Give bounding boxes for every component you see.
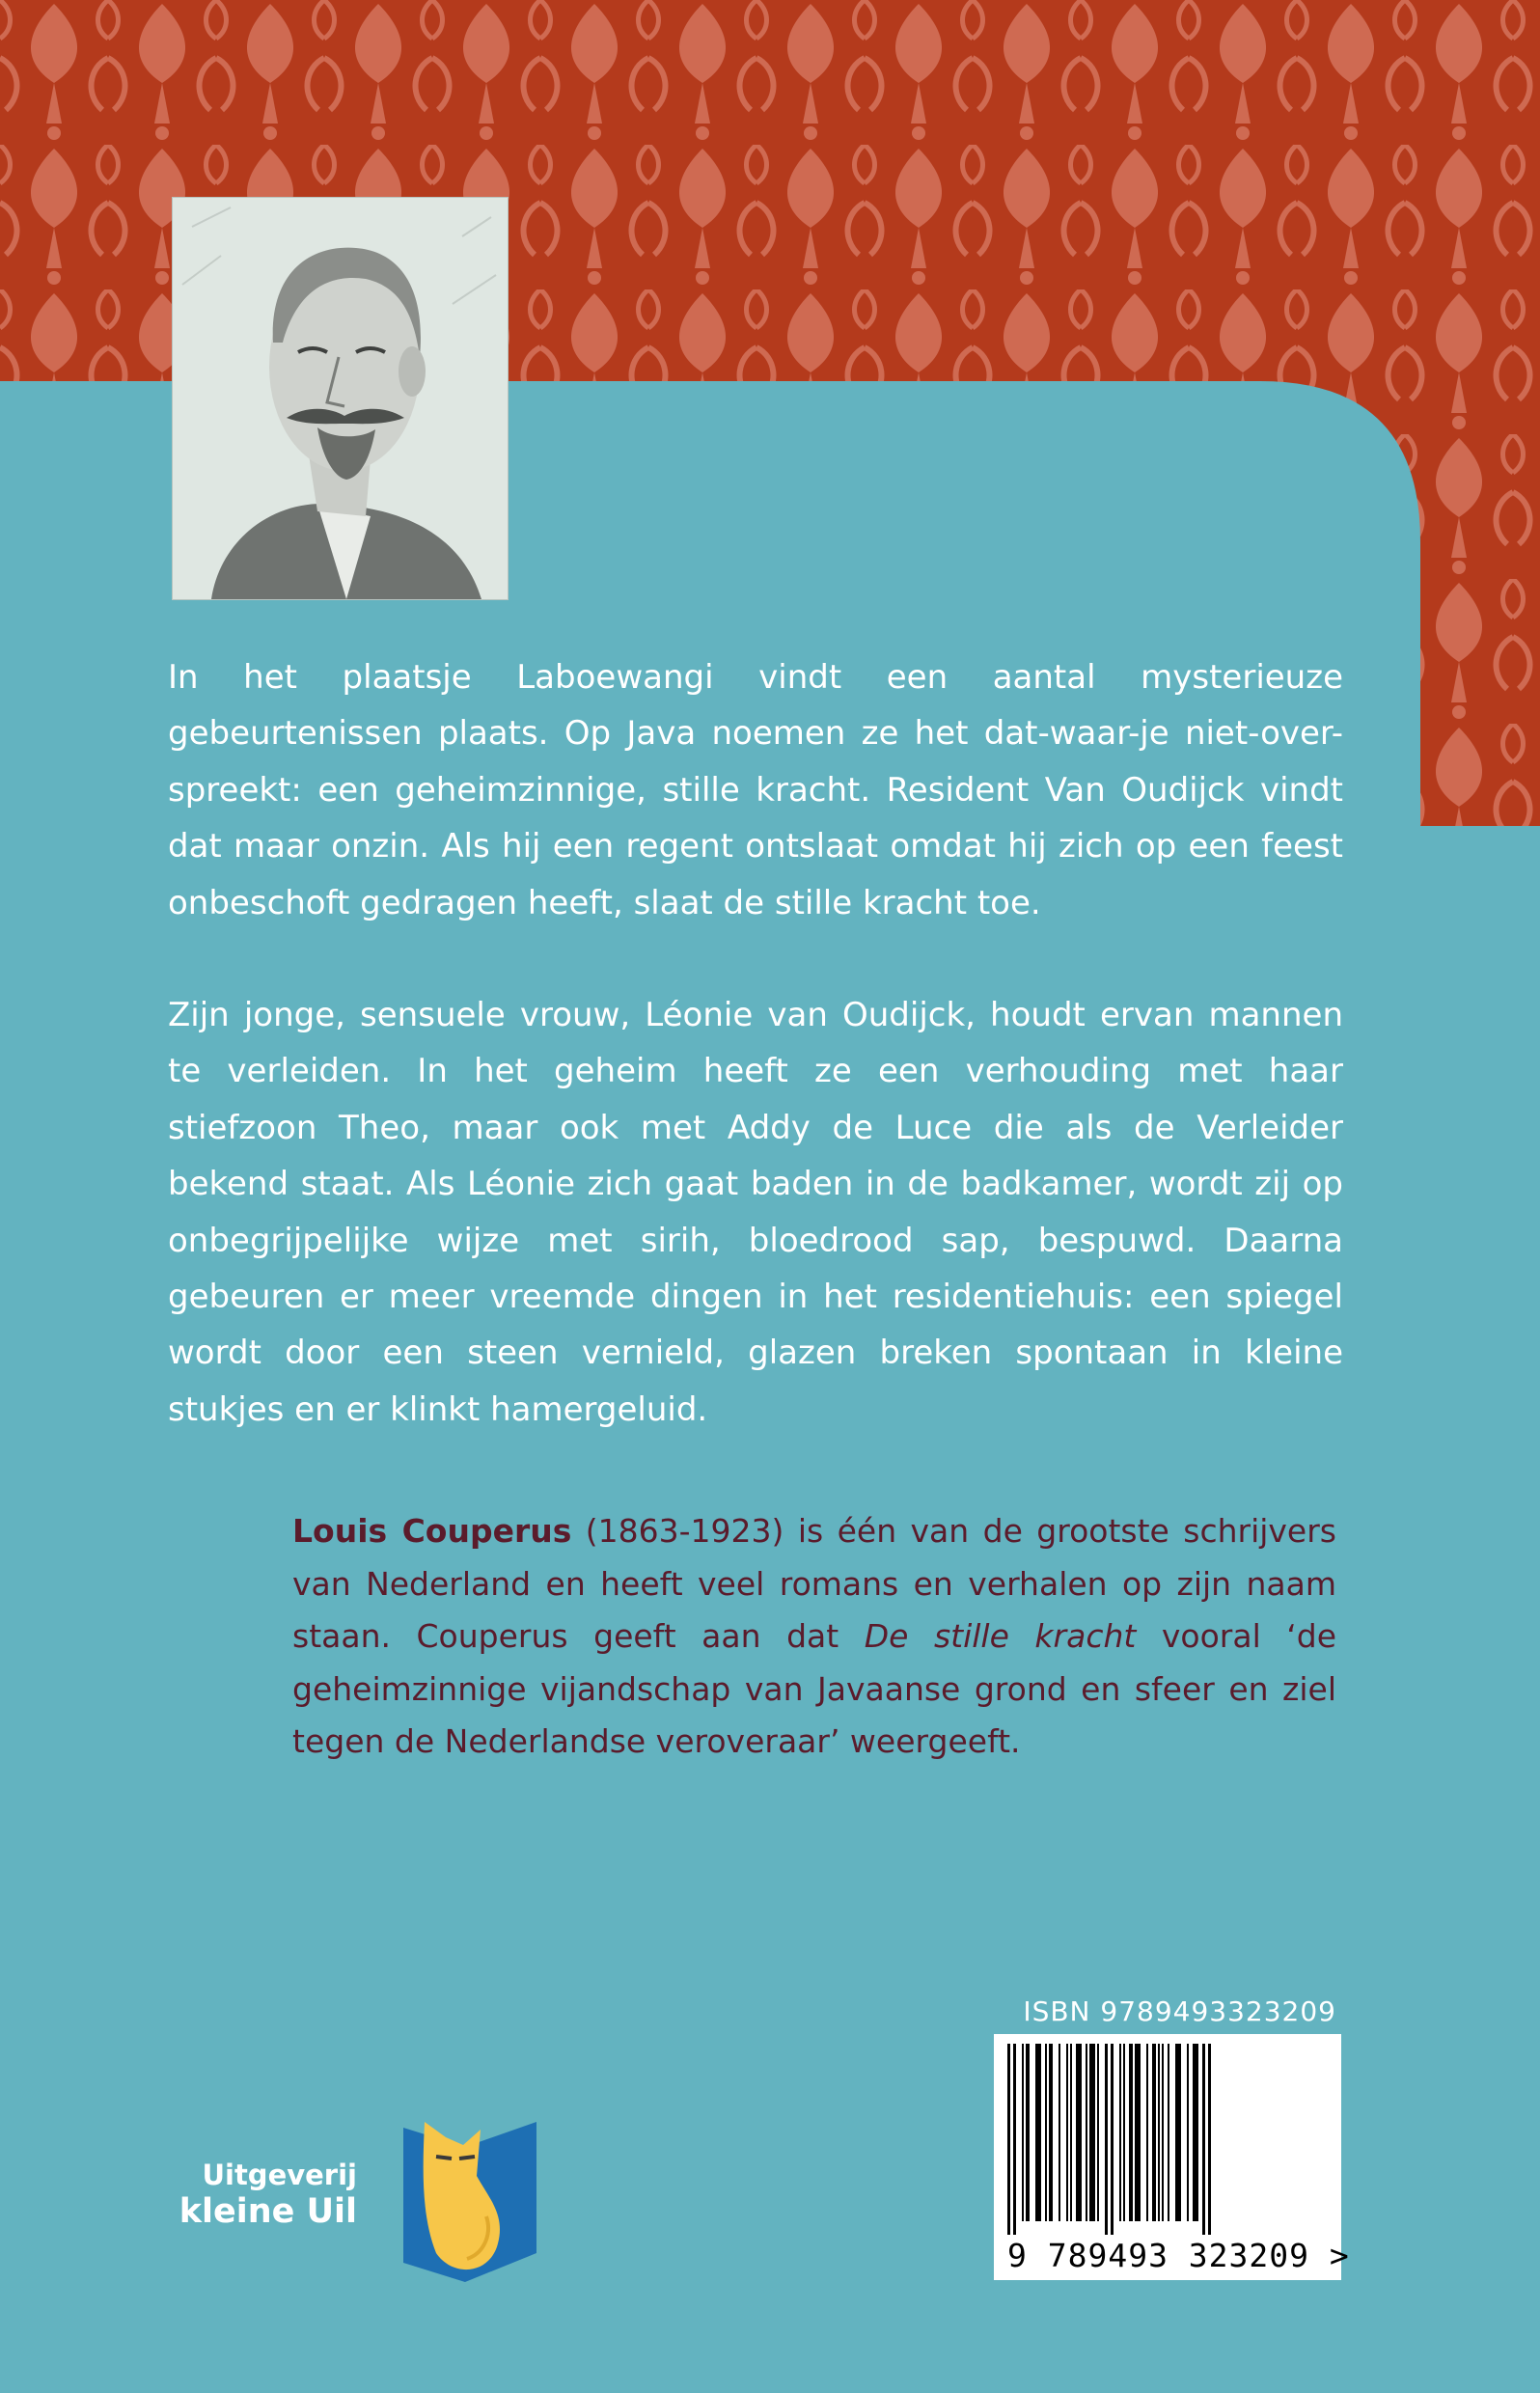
publisher-name-line-2: kleine Uil <box>179 2192 357 2231</box>
publisher-logo <box>174 2108 560 2282</box>
author-name: Louis Couperus <box>292 1512 572 1550</box>
owl-book-icon <box>398 2108 542 2282</box>
author-note-text-1: (1863-1923) is één van de grootste schrijvers van Nederland en heeft veel romans en verhalen op zijn naam staan. Couperus geeft aan dat <box>292 1512 1336 1656</box>
author-note-text-2: vooral ‘de geheimzinnige vijandschap van Javaanse grond en sfeer en ziel tegen de Nederlandse veroveraar’ weergeeft. <box>292 1617 1337 1761</box>
barcode-icon <box>1007 2044 1332 2235</box>
author-sketch-icon <box>173 198 508 599</box>
barcode <box>994 2034 1350 2280</box>
blurb-paragraph-2: Zijn jonge, sensuele vrouw, Léonie van Oudijck, houdt ervan mannen te verleiden. In het geheim heeft ze een verhouding met haar stiefzoon Theo, maar ook met Addy de Luce die als de Verleider bekend staat. Als Léonie zich gaat baden in de badkamer, wordt zij op onbegrijpelijke wijze met sirih, bloedrood sap, bespuwd. Daarna gebeuren er meer vreemde dingen in het residentiehuis: een spiegel wordt door een steen vernield, glazen breken spontaan in kleine stukjes en er klinkt hamergeluid. <box>168 996 1343 1429</box>
barcode-digits: 9 789493 323209 > <box>1007 2237 1350 2274</box>
publisher-name-line-1: Uitgeverij <box>202 2159 357 2191</box>
author-portrait <box>172 197 509 600</box>
barcode-bars <box>1007 2044 1332 2235</box>
blurb-paragraph-1: In het plaatsje Laboewangi vindt een aantal mysterieuze gebeurtenissen plaats. Op Java noemen ze het dat-waar-je niet-over-spreekt: een geheimzinnige, stille kracht. Resident Van Oudijck vindt dat maar onzin. Als hij een regent ontslaat omdat hij zich op een feest onbeschoft gedragen heeft, slaat de stille kracht toe. <box>168 658 1343 922</box>
author-note <box>292 1505 1336 1769</box>
book-title: De stille kracht <box>864 1617 1137 1656</box>
isbn-label: ISBN 9789493323209 <box>1023 1995 1336 2027</box>
publisher-name <box>174 2157 357 2230</box>
